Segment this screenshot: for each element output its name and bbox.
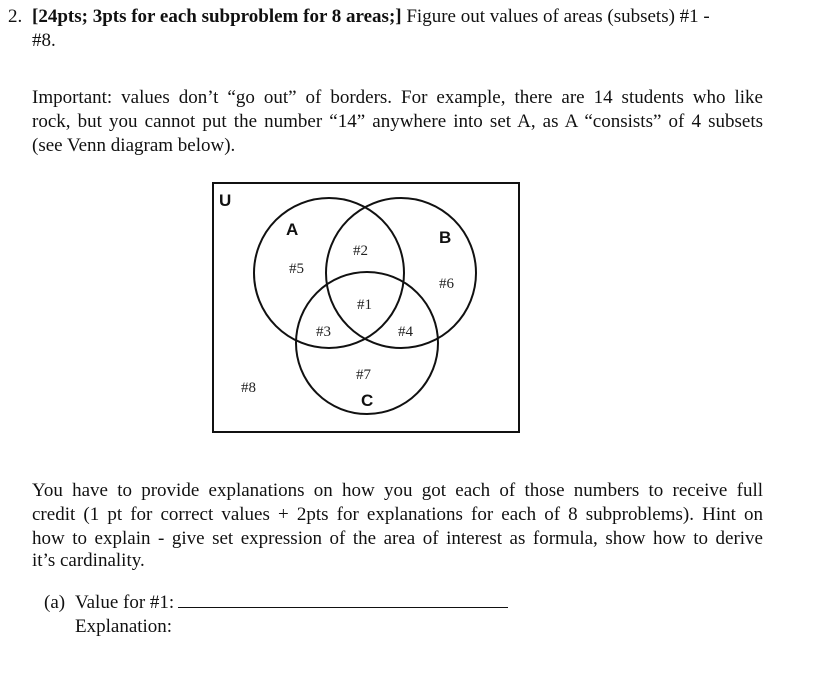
venn-diagram: [212, 182, 522, 436]
area-1-label: #1: [357, 297, 372, 313]
question-points: [24pts; 3pts for each subproblem for 8 areas;]: [32, 6, 402, 27]
important-line-3: (see Venn diagram below).: [32, 135, 236, 156]
universe-label: U: [219, 191, 232, 210]
value-answer-blank[interactable]: [178, 591, 508, 608]
explanation-line-4: it’s cardinality.: [32, 550, 145, 571]
subproblem-a-label: (a): [44, 592, 66, 613]
explanation-line-2: credit (1 pt for correct values + 2pts for explanations for each of 8 subproblems). Hint on: [32, 504, 763, 525]
explanation-line-3: how to explain - give set expression of the area of interest as formula, show how to derive: [32, 528, 763, 549]
important-line-2: rock, but you cannot put the number “14” anywhere into set A, as A “consists” of 4 subsets: [32, 111, 763, 132]
question-header: [32, 5, 710, 29]
question-number: 2.: [8, 6, 23, 27]
area-2-label: #2: [353, 243, 368, 259]
explanation-label: Explanation:: [75, 616, 173, 637]
area-6-label: #6: [439, 276, 454, 292]
subproblem-a-value-row: [75, 591, 508, 615]
set-c-label: C: [361, 391, 374, 410]
important-line-1: Important: values don’t “go out” of borders. For example, there are 14 students who like: [32, 87, 763, 108]
explanation-line-1: You have to provide explanations on how you got each of those numbers to receive full: [32, 480, 763, 501]
question-prompt-continued: #8.: [32, 30, 56, 51]
question-prompt: Figure out values of areas (subsets) #1 -: [406, 6, 710, 27]
set-a-label: A: [286, 220, 299, 239]
value-label: Value for #1:: [75, 592, 175, 613]
set-b-label: B: [439, 228, 452, 247]
area-7-label: #7: [356, 367, 371, 383]
area-8-label: #8: [241, 380, 256, 396]
area-5-label: #5: [289, 261, 304, 277]
area-4-label: #4: [398, 324, 413, 340]
area-3-label: #3: [316, 324, 331, 340]
